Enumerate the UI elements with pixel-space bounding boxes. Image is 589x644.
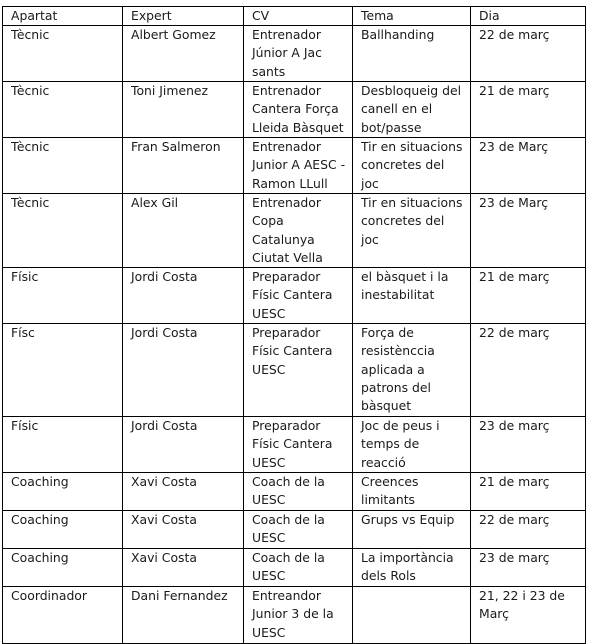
- cell-expert: Jordi Costa: [123, 417, 244, 473]
- cell-cv: Preparador Físic Cantera UESC: [244, 324, 353, 417]
- cell-tema: Ballhanding: [353, 26, 471, 82]
- cell-apartat: Coaching: [3, 511, 123, 549]
- cell-dia: 21, 22 i 23 de Març: [471, 587, 586, 644]
- cell-expert: Albert Gomez: [123, 26, 244, 82]
- cell-apartat: Tècnic: [3, 194, 123, 268]
- cell-cv: Preparador Físic Cantera UESC: [244, 417, 353, 473]
- cell-expert: Xavi Costa: [123, 473, 244, 511]
- table-row: [3, 268, 586, 324]
- cell-tema: Tir en situacions concretes del joc: [353, 138, 471, 194]
- cell-expert: Fran Salmeron: [123, 138, 244, 194]
- header-expert: Expert: [123, 7, 244, 26]
- table-row: [3, 26, 586, 82]
- cell-cv: Coach de la UESC: [244, 549, 353, 587]
- cell-cv: Entrenador Cantera Força Lleida Bàsquet: [244, 82, 353, 138]
- cell-dia: 22 de març: [471, 324, 586, 417]
- cell-expert: Xavi Costa: [123, 549, 244, 587]
- table-row: [3, 82, 586, 138]
- cell-cv: Preparador Físic Cantera UESC: [244, 268, 353, 324]
- cell-dia: 22 de març: [471, 511, 586, 549]
- header-cv: CV: [244, 7, 353, 26]
- cell-dia: 22 de març: [471, 26, 586, 82]
- cell-expert: Jordi Costa: [123, 268, 244, 324]
- cell-tema: Desbloqueig del canell en el bot/passe: [353, 82, 471, 138]
- cell-apartat: Coaching: [3, 549, 123, 587]
- cell-dia: 21 de març: [471, 268, 586, 324]
- cell-cv: Entrenador Junior A AESC - Ramon LLull: [244, 138, 353, 194]
- table-row: [3, 549, 586, 587]
- schedule-table: [2, 6, 586, 644]
- cell-apartat: Coordinador: [3, 587, 123, 644]
- cell-apartat: Físc: [3, 324, 123, 417]
- cell-expert: Jordi Costa: [123, 324, 244, 417]
- cell-dia: 21 de març: [471, 473, 586, 511]
- cell-cv: Coach de la UESC: [244, 511, 353, 549]
- table-row: [3, 511, 586, 549]
- cell-dia: 23 de març: [471, 549, 586, 587]
- cell-apartat: Tècnic: [3, 82, 123, 138]
- cell-tema: Tir en situacions concretes del joc: [353, 194, 471, 268]
- cell-expert: Xavi Costa: [123, 511, 244, 549]
- header-dia: Dia: [471, 7, 586, 26]
- cell-apartat: Físic: [3, 417, 123, 473]
- table-row: [3, 138, 586, 194]
- cell-dia: 23 de Març: [471, 194, 586, 268]
- table-row: [3, 587, 586, 644]
- cell-tema: La importància dels Rols: [353, 549, 471, 587]
- table-header-row: [3, 7, 586, 26]
- header-apartat: Apartat: [3, 7, 123, 26]
- cell-expert: Toni Jimenez: [123, 82, 244, 138]
- cell-apartat: Coaching: [3, 473, 123, 511]
- cell-dia: 23 de Març: [471, 138, 586, 194]
- cell-dia: 21 de març: [471, 82, 586, 138]
- cell-tema: Força de resistènccia aplicada a patrons del bàsquet: [353, 324, 471, 417]
- table-row: [3, 473, 586, 511]
- cell-tema: el bàsquet i la inestabilitat: [353, 268, 471, 324]
- cell-cv: Entrenador Júnior A Jac sants: [244, 26, 353, 82]
- header-tema: Tema: [353, 7, 471, 26]
- cell-apartat: Tècnic: [3, 138, 123, 194]
- table-row: [3, 324, 586, 417]
- cell-cv: Coach de la UESC: [244, 473, 353, 511]
- cell-expert: Alex Gil: [123, 194, 244, 268]
- cell-tema: Joc de peus i temps de reacció: [353, 417, 471, 473]
- cell-apartat: Tècnic: [3, 26, 123, 82]
- table-row: [3, 194, 586, 268]
- cell-tema: Grups vs Equip: [353, 511, 471, 549]
- cell-tema: [353, 587, 471, 644]
- cell-apartat: Físic: [3, 268, 123, 324]
- cell-dia: 23 de març: [471, 417, 586, 473]
- cell-tema: Creences limitants: [353, 473, 471, 511]
- cell-cv: Entreandor Junior 3 de la UESC: [244, 587, 353, 644]
- table-row: [3, 417, 586, 473]
- cell-cv: Entrenador Copa Catalunya Ciutat Vella: [244, 194, 353, 268]
- cell-expert: Dani Fernandez: [123, 587, 244, 644]
